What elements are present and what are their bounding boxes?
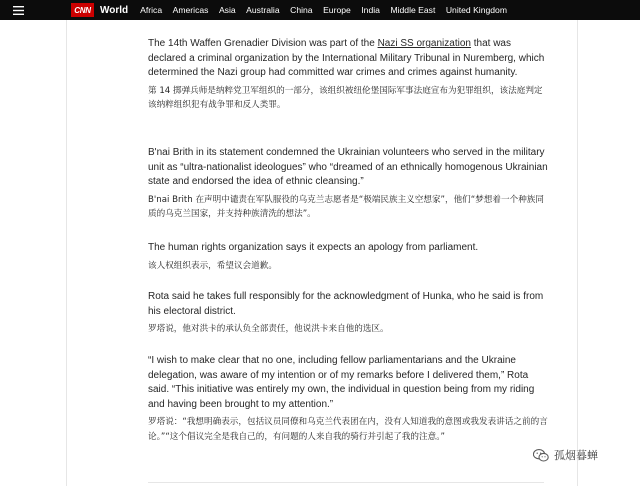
nav-middle-east[interactable]: Middle East — [390, 5, 436, 15]
nav-australia[interactable]: Australia — [246, 5, 280, 15]
paragraph-english: The human rights organization says it expects an apology from parliament. — [148, 242, 479, 253]
paragraph-english: “I wish to make clear that no one, including fellow parliamentarians and the Ukraine delegation, was aware of my intention or of my remarks before I delivered them,” Rota said. “This initiative was entirely my own, the individual in question being from my riding and having been brought to my attention.” — [148, 355, 535, 410]
paragraph-block-4 — [148, 290, 548, 337]
nav-africa[interactable]: Africa — [140, 5, 163, 15]
paragraph-chinese: 该人权组织表示，希望议会道歉。 — [148, 260, 277, 271]
paragraph-english: The 14th Waffen Grenadier Division was part of the Nazi SS organization that was declared a criminal organization by the International Military Tribunal in Nuremberg, which determined the Nazi group had committed war crimes and crimes against humanity. — [148, 38, 545, 79]
hamburger-menu-button[interactable] — [0, 0, 36, 20]
nazi-ss-organization-link[interactable]: Nazi SS organization — [377, 38, 471, 49]
paragraph-chinese: 第 14 掷弹兵师是纳粹党卫军组织的一部分，该组织被纽伦堡国际军事法庭宣布为犯罪组织，该法庭判定该纳粹组织犯有战争罪和反人类罪。 — [148, 85, 543, 111]
watermark — [533, 447, 598, 463]
cnn-logo[interactable]: CNN — [71, 3, 94, 17]
paragraph-english: B'nai Brith in its statement condemned the Ukrainian volunteers who served in the military unit as “ultra-nationalist ideologues” who “dreamed of an ethnically homogenous Ukrainian state and endorsed the idea of ethnic cleansing.” — [148, 147, 548, 188]
paragraph-block-1 — [148, 37, 548, 113]
nav-americas[interactable]: Americas — [172, 5, 209, 15]
menu-icon — [13, 6, 24, 15]
paragraph-block-5 — [148, 354, 548, 445]
nav-europe[interactable]: Europe — [323, 5, 351, 15]
article-bottom-divider — [148, 482, 544, 483]
paragraph-block-3 — [148, 241, 548, 273]
nav-united-kingdom[interactable]: United Kingdom — [445, 5, 507, 15]
wechat-icon — [533, 449, 549, 462]
paragraph-block-2 — [148, 146, 548, 222]
right-column-divider — [577, 20, 578, 486]
nav-world[interactable]: World — [100, 4, 129, 16]
paragraph-chinese: B'nai Brith 在声明中谴责在军队服役的乌克兰志愿者是“极端民族主义空想家”，他们“梦想着一个种族同质的乌克兰国家，并支持种族清洗的想法”。 — [148, 194, 544, 220]
top-navigation-bar — [0, 0, 640, 20]
watermark-text: 孤烟暮蝉 — [554, 449, 598, 462]
nav-asia[interactable]: Asia — [218, 5, 236, 15]
section-nav — [100, 5, 518, 16]
nav-china[interactable]: China — [290, 5, 313, 15]
left-column-divider — [66, 20, 67, 486]
paragraph-chinese: 罗塔说：“我想明确表示，包括议员同僚和乌克兰代表团在内，没有人知道我的意图或我发表讲话之前的言论。”“这个倡议完全是我自己的，有问题的人来自我的骑行并引起了我的注意。” — [148, 417, 548, 442]
nav-india[interactable]: India — [361, 5, 380, 15]
paragraph-chinese: 罗塔说，他对洪卡的承认负全部责任，他说洪卡来自他的选区。 — [148, 324, 389, 335]
paragraph-english: Rota said he takes full responsibly for the acknowledgment of Hunka, who he said is from his electoral district. — [148, 291, 544, 317]
